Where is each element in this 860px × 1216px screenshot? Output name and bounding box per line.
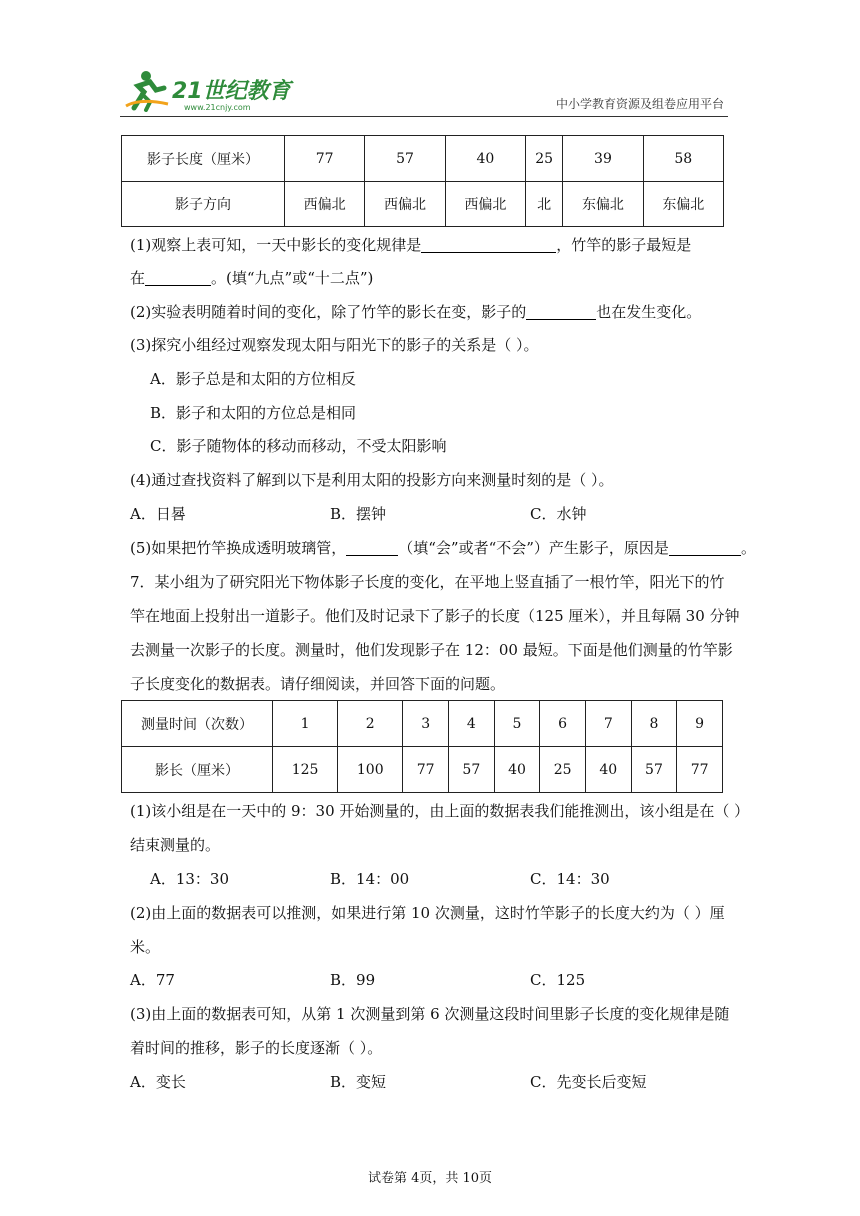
table-cell: 57 xyxy=(631,747,677,793)
text: 。 xyxy=(740,539,756,557)
q7-para-line: 7．某小组为了研究阳光下物体影子长度的变化，在平地上竖直插了一根竹竿，阳光下的竹 xyxy=(130,573,725,591)
q7-para-line: 竿在地面上投射出一道影子。他们及时记录下了影子的长度（125 厘米），并且每隔 30 分钟 xyxy=(130,607,740,625)
table-cell: 40 xyxy=(445,136,525,182)
q6-4-option-b[interactable]: B．摆钟 xyxy=(330,505,387,523)
table-cell: 100 xyxy=(338,747,403,793)
answer-blank[interactable] xyxy=(145,269,211,286)
q7-1-option-a[interactable]: A．13：30 xyxy=(150,870,230,888)
row-header: 影子长度（厘米） xyxy=(122,136,285,182)
q6-1-line1 xyxy=(130,235,691,255)
table-cell: 9 xyxy=(677,701,723,747)
table-row xyxy=(122,747,723,793)
table-cell: 8 xyxy=(631,701,677,747)
q6-4-option-c[interactable]: C．水钟 xyxy=(530,505,587,523)
q7-1-option-b[interactable]: B．14：00 xyxy=(330,870,410,888)
page-header xyxy=(120,68,728,117)
text: 也在发生变化。 xyxy=(596,303,702,321)
table-cell: 40 xyxy=(585,747,631,793)
row-header: 测量时间（次数） xyxy=(122,701,273,747)
table-cell: 6 xyxy=(540,701,586,747)
q6-2 xyxy=(130,302,701,322)
table-cell: 77 xyxy=(403,747,449,793)
q7-3-line1: (3)由上面的数据表可知，从第 1 次测量到第 6 次测量这段时间里影子长度的变化规律是随 xyxy=(130,1005,730,1023)
table-cell: 5 xyxy=(494,701,540,747)
answer-blank[interactable] xyxy=(421,236,556,253)
q7-2-option-c[interactable]: C．125 xyxy=(530,971,586,989)
table-cell: 58 xyxy=(643,136,723,182)
q6-4: (4)通过查找资料了解到以下是利用太阳的投影方向来测量时刻的是（ ）。 xyxy=(130,471,614,489)
q7-3-option-c[interactable]: C．先变长后变短 xyxy=(530,1073,647,1091)
table-cell: 77 xyxy=(677,747,723,793)
table-cell: 北 xyxy=(526,182,563,227)
q7-3-option-a[interactable]: A．变长 xyxy=(130,1073,186,1091)
row-header: 影长（厘米） xyxy=(122,747,273,793)
table-row xyxy=(122,182,724,227)
q7-1-line1: (1)该小组是在一天中的 9：30 开始测量的，由上面的数据表我们能推测出，该小组是在（ ） xyxy=(130,802,750,820)
shadow-direction-table xyxy=(121,135,724,227)
table-cell: 3 xyxy=(403,701,449,747)
text: (5)如果把竹竿换成透明玻璃管， xyxy=(130,539,347,557)
text: (2)实验表明随着时间的变化，除了竹竿的影长在变，影子的 xyxy=(130,303,527,321)
q7-para-line: 去测量一次影子的长度。测量时，他们发现影子在 12：00 最短。下面是他们测量的竹竿影 xyxy=(130,641,733,659)
svg-text:21世纪教育: 21世纪教育 xyxy=(172,79,291,104)
q6-4-option-a[interactable]: A．日晷 xyxy=(130,505,186,523)
table-cell: 39 xyxy=(563,136,643,182)
table-cell: 25 xyxy=(526,136,563,182)
q6-1-line2 xyxy=(130,268,373,288)
q6-3-option-a[interactable]: A．影子总是和太阳的方位相反 xyxy=(150,370,356,388)
table-cell: 1 xyxy=(273,701,338,747)
text: 在 xyxy=(130,269,146,287)
table-cell: 57 xyxy=(449,747,495,793)
table-cell: 40 xyxy=(494,747,540,793)
answer-blank[interactable] xyxy=(526,303,596,320)
table-cell: 57 xyxy=(365,136,445,182)
q7-2-option-b[interactable]: B．99 xyxy=(330,971,376,989)
text: ，竹竿的影子最短是 xyxy=(556,236,692,254)
table-cell: 西偏北 xyxy=(365,182,445,227)
text: 。(填“九点”或“十二点”) xyxy=(211,269,374,287)
page-footer: 试卷第 4页，共 10页 xyxy=(367,1171,493,1186)
platform-name: 中小学教育资源及组卷应用平台 xyxy=(555,97,724,111)
text: (1)观察上表可知，一天中影长的变化规律是 xyxy=(130,236,422,254)
answer-blank[interactable] xyxy=(669,539,741,556)
table-cell: 7 xyxy=(585,701,631,747)
q7-2-line1: (2)由上面的数据表可以推测，如果进行第 10 次测量，这时竹竿影子的长度大约为（ ）厘 xyxy=(130,904,725,922)
q6-3-option-c[interactable]: C．影子随物体的移动而移动，不受太阳影响 xyxy=(150,437,447,455)
table-cell: 125 xyxy=(273,747,338,793)
table-cell: 2 xyxy=(338,701,403,747)
table-cell: 77 xyxy=(285,136,365,182)
table-cell: 西偏北 xyxy=(445,182,525,227)
table-row xyxy=(122,136,724,182)
svg-text:www.21cnjy.com: www.21cnjy.com xyxy=(184,103,251,112)
row-header: 影子方向 xyxy=(122,182,285,227)
q7-3-option-b[interactable]: B．变短 xyxy=(330,1073,387,1091)
q7-3-line2: 着时间的推移，影子的长度逐渐（ ）。 xyxy=(130,1039,383,1057)
table-cell: 东偏北 xyxy=(643,182,723,227)
q7-1-line2: 结束测量的。 xyxy=(130,836,221,854)
q6-5 xyxy=(130,538,756,558)
table-cell: 东偏北 xyxy=(563,182,643,227)
q6-3-option-b[interactable]: B．影子和太阳的方位总是相同 xyxy=(150,404,357,422)
table-cell: 4 xyxy=(449,701,495,747)
table-row xyxy=(122,701,723,747)
q7-2-option-a[interactable]: A．77 xyxy=(130,971,175,989)
q6-3: (3)探究小组经过观察发现太阳与阳光下的影子的关系是（ ）。 xyxy=(130,336,539,354)
text: （填“会”或者“不会”）产生影子，原因是 xyxy=(398,539,669,557)
table-cell: 西偏北 xyxy=(285,182,365,227)
q7-2-line2: 米。 xyxy=(130,938,161,956)
table-cell: 25 xyxy=(540,747,586,793)
q7-1-option-c[interactable]: C．14：30 xyxy=(530,870,610,888)
q7-para-line: 子长度变化的数据表。请仔细阅读，并回答下面的问题。 xyxy=(130,675,506,693)
shadow-length-table xyxy=(121,700,723,793)
logo xyxy=(120,68,295,112)
answer-blank[interactable] xyxy=(346,539,398,556)
